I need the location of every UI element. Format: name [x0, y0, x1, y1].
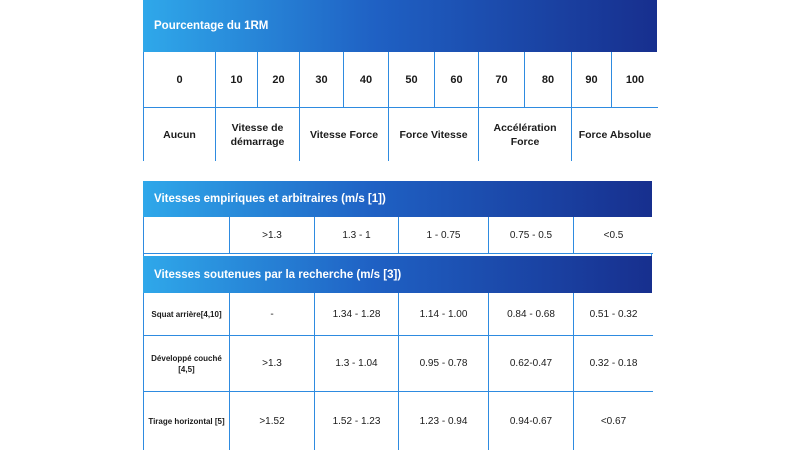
zone-cell: Accélération Force	[479, 108, 572, 161]
percentage-cell: 90	[572, 52, 612, 108]
empirical-cell: <0.5	[574, 217, 653, 254]
exercise-label: Développé couché [4,5]	[144, 336, 230, 392]
zone-cell: Vitesse Force	[300, 108, 389, 161]
velocity-cell: >1.3	[230, 336, 315, 392]
empirical-cell	[144, 217, 230, 254]
percentage-cell: 60	[435, 52, 479, 108]
velocity-cell: >1.52	[230, 392, 315, 450]
velocity-table	[143, 181, 652, 450]
empirical-velocities-header: Vitesses empiriques et arbitraires (m/s [1])	[143, 181, 652, 217]
percentage-cell: 20	[258, 52, 300, 108]
zone-cell: Aucun	[144, 108, 216, 161]
velocity-cell: 1.52 - 1.23	[315, 392, 399, 450]
velocity-cell: 0.62-0.47	[489, 336, 574, 392]
velocity-cell: 0.51 - 0.32	[574, 293, 653, 336]
velocity-cell: 1.3 - 1.04	[315, 336, 399, 392]
percentage-cell: 50	[389, 52, 435, 108]
empirical-values-row	[143, 217, 652, 256]
percentage-cell: 40	[344, 52, 389, 108]
percentage-grid	[143, 52, 657, 161]
percentage-cell: 10	[216, 52, 258, 108]
velocity-cell: 0.32 - 0.18	[574, 336, 653, 392]
percentage-cell: 80	[525, 52, 572, 108]
table-header-1rm: Pourcentage du 1RM	[143, 0, 657, 52]
velocity-cell: 0.94-0.67	[489, 392, 574, 450]
empirical-cell: >1.3	[230, 217, 315, 254]
percentage-cell: 70	[479, 52, 525, 108]
percentage-cell: 30	[300, 52, 344, 108]
velocity-cell: -	[230, 293, 315, 336]
percentage-cell: 0	[144, 52, 216, 108]
velocity-cell: 1.23 - 0.94	[399, 392, 489, 450]
research-velocities-header: Vitesses soutenues par la recherche (m/s [3])	[143, 256, 652, 293]
percentage-cell: 100	[612, 52, 658, 108]
empirical-cell: 1 - 0.75	[399, 217, 489, 254]
zone-cell: Force Vitesse	[389, 108, 479, 161]
velocity-cell: 1.34 - 1.28	[315, 293, 399, 336]
research-values-grid	[143, 293, 652, 450]
zone-cell: Force Absolue	[572, 108, 658, 161]
velocity-cell: 1.14 - 1.00	[399, 293, 489, 336]
empirical-cell: 1.3 - 1	[315, 217, 399, 254]
exercise-label: Tirage horizontal [5]	[144, 392, 230, 450]
empirical-cell: 0.75 - 0.5	[489, 217, 574, 254]
velocity-cell: 0.95 - 0.78	[399, 336, 489, 392]
zone-cell: Vitesse de démarrage	[216, 108, 300, 161]
velocity-cell: 0.84 - 0.68	[489, 293, 574, 336]
exercise-label: Squat arrière[4,10]	[144, 293, 230, 336]
percentage-1rm-table	[143, 0, 657, 161]
velocity-cell: <0.67	[574, 392, 653, 450]
